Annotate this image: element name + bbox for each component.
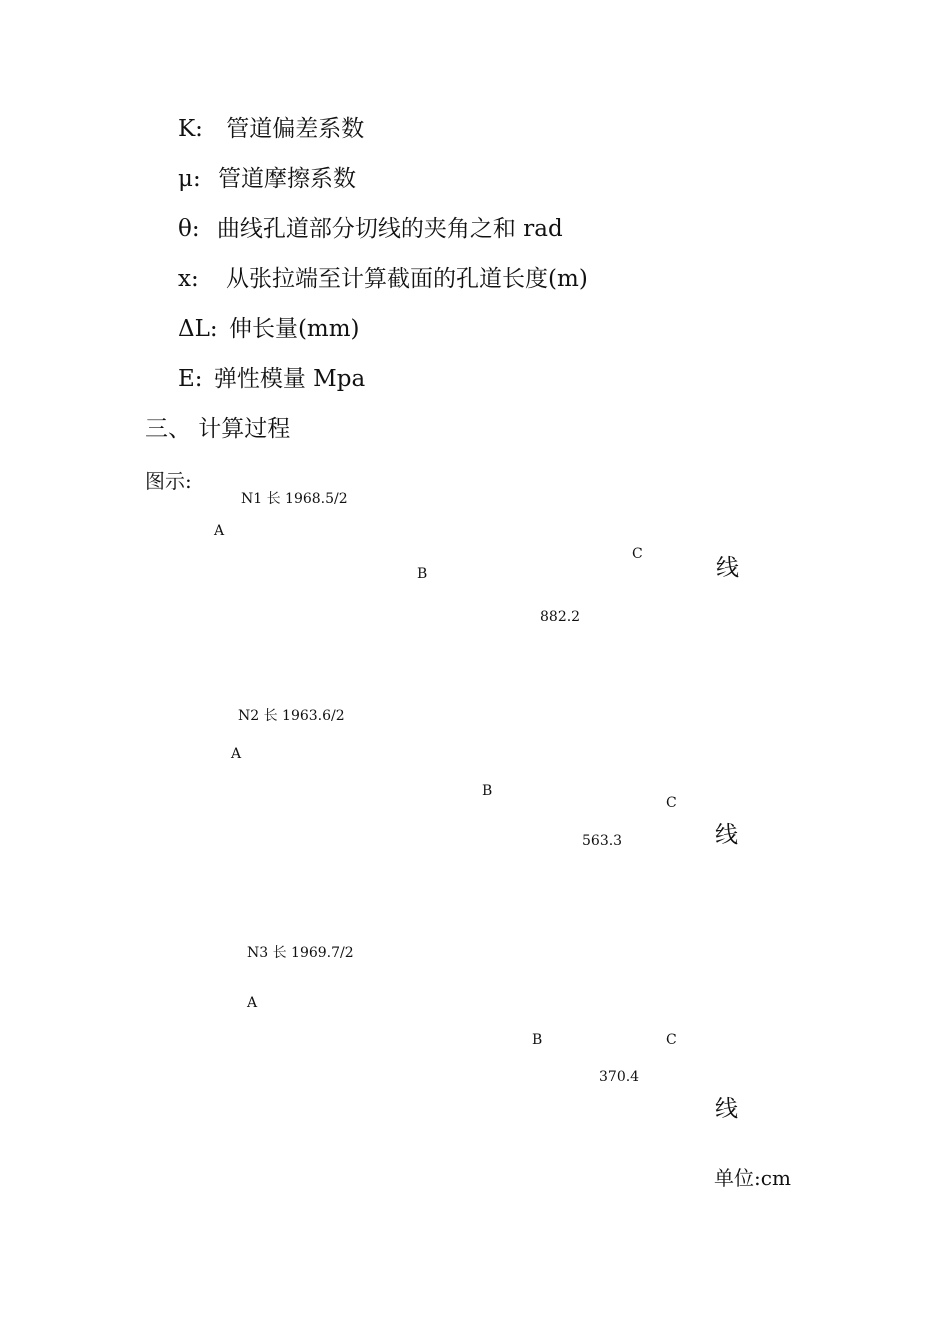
point-b-label: B [482,783,493,799]
def-theta [178,214,563,244]
def-delta-l [178,314,360,344]
def-x [178,264,588,294]
point-a-label: A [247,995,258,1011]
def-text: 弹性模量 Mpa [213,366,366,392]
diagram-title: N3 长 1969.7/2 [247,945,354,961]
def-symbol: K: [178,116,203,142]
def-k [178,114,364,144]
def-text: 从张拉端至计算截面的孔道长度(m) [226,266,588,292]
section-heading: 三、 计算过程 [145,416,291,442]
point-a-label: A [214,523,225,539]
axis-label: 线 [715,822,738,848]
dimension-label: 370.4 [599,1069,640,1085]
point-b-label: B [417,566,428,582]
diagram-title: N1 长 1968.5/2 [241,491,348,507]
def-symbol: θ: [178,216,200,242]
point-b-label: B [532,1032,543,1048]
def-symbol: μ: [178,166,201,192]
def-text: 管道偏差系数 [226,116,365,142]
unit-label: 单位:cm [714,1166,791,1190]
def-text: 曲线孔道部分切线的夹角之和 rad [216,216,563,242]
def-symbol: ΔL: [178,316,218,342]
point-c-label: C [666,1032,677,1048]
def-text: 管道摩擦系数 [218,166,357,192]
axis-label: 线 [715,1096,738,1122]
point-a-label: A [231,746,242,762]
figure-label: 图示: [145,469,192,493]
axis-label: 线 [716,555,739,581]
dimension-label: 563.3 [582,833,623,849]
def-symbol: E: [178,366,203,392]
dimension-label: 882.2 [540,609,581,625]
point-c-label: C [632,546,643,562]
def-mu [178,164,356,194]
def-e [178,364,365,394]
def-symbol: x: [178,266,199,292]
def-text: 伸长量(mm) [228,316,360,342]
point-c-label: C [666,795,677,811]
diagram-title: N2 长 1963.6/2 [238,708,345,724]
